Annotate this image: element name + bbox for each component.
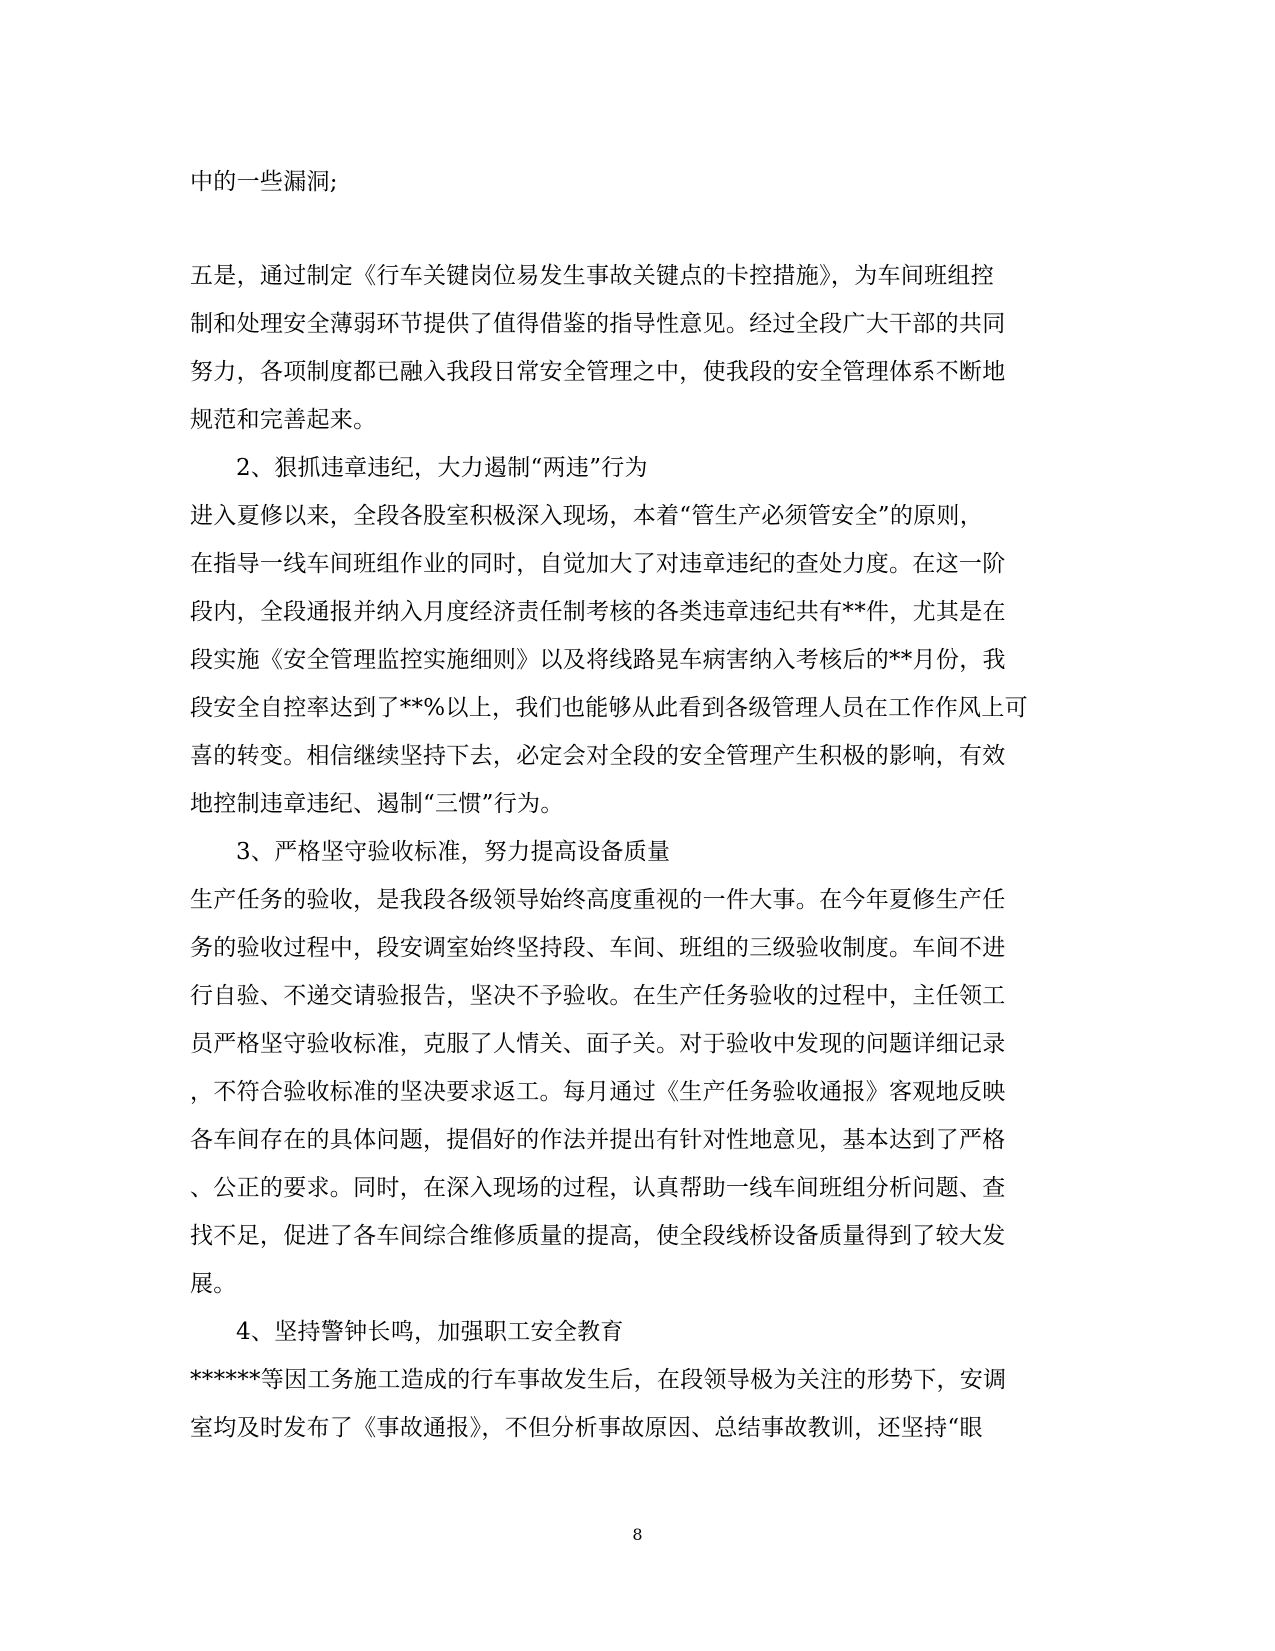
text-line: 找不足，促进了各车间综合维修质量的提高，使全段线桥设备质量得到了较大发 [190, 1223, 1006, 1249]
text-line: 地控制违章违纪、遏制“三惯”行为。 [190, 791, 564, 817]
text-line: 在指导一线车间班组作业的同时，自觉加大了对违章违纪的查处力度。在这一阶 [190, 551, 1006, 577]
text-line: 喜的转变。相信继续坚持下去，必定会对全段的安全管理产生积极的影响，有效 [190, 743, 1006, 769]
section-heading-4: 4、坚持警钟长鸣，加强职工安全教育 [236, 1319, 624, 1345]
page-number: 8 [632, 1525, 643, 1544]
paragraph-gap [190, 206, 1070, 252]
text-line: 段内，全段通报并纳入月度经济责任制考核的各类违章违纪共有**件，尤其是在 [190, 599, 1006, 625]
text-line: 室均及时发布了《事故通报》，不但分析事故原因、总结事故教训，还坚持“眼 [190, 1415, 983, 1441]
text-line: 展。 [190, 1271, 237, 1297]
text-line: 中的一些漏洞; [190, 169, 338, 195]
section-heading-2: 2、狠抓违章违纪，大力遏制“两违”行为 [236, 455, 648, 481]
text-line: 规范和完善起来。 [190, 407, 377, 433]
text-line: 努力，各项制度都已融入我段日常安全管理之中，使我段的安全管理体系不断地 [190, 359, 1006, 385]
section-heading-3: 3、严格坚守验收标准，努力提高设备质量 [236, 839, 671, 865]
text-line: 进入夏修以来，全段各股室积极深入现场，本着“管生产必须管安全”的原则， [190, 503, 984, 529]
text-line: 五是，通过制定《行车关键岗位易发生事故关键点的卡控措施》，为车间班组控 [190, 263, 994, 289]
text-line: 行自验、不递交请验报告，坚决不予验收。在生产任务验收的过程中，主任领工 [190, 983, 1006, 1009]
text-line: 制和处理安全薄弱环节提供了值得借鉴的指导性意见。经过全段广大干部的共同 [190, 311, 1006, 337]
page-body [190, 158, 1070, 1452]
text-line: ******等因工务施工造成的行车事故发生后，在段领导极为关注的形势下，安调 [190, 1367, 1007, 1393]
text-line: 段安全自控率达到了**%以上，我们也能够从此看到各级管理人员在工作作风上可 [190, 695, 1028, 721]
text-line: 段实施《安全管理监控实施细则》以及将线路晃车病害纳入考核后的**月份，我 [190, 647, 1006, 673]
text-line: 生产任务的验收，是我段各级领导始终高度重视的一件大事。在今年夏修生产任 [190, 887, 1006, 913]
text-line: 、公正的要求。同时，在深入现场的过程，认真帮助一线车间班组分析问题、查 [190, 1175, 1006, 1201]
text-line: 务的验收过程中，段安调室始终坚持段、车间、班组的三级验收制度。车间不进 [190, 935, 1006, 961]
text-line: 员严格坚守验收标准，克服了人情关、面子关。对于验收中发现的问题详细记录 [190, 1031, 1006, 1057]
text-line: ，不符合验收标准的坚决要求返工。每月通过《生产任务验收通报》客观地反映 [190, 1079, 1006, 1105]
text-line: 各车间存在的具体问题，提倡好的作法并提出有针对性地意见，基本达到了严格 [190, 1127, 1006, 1153]
